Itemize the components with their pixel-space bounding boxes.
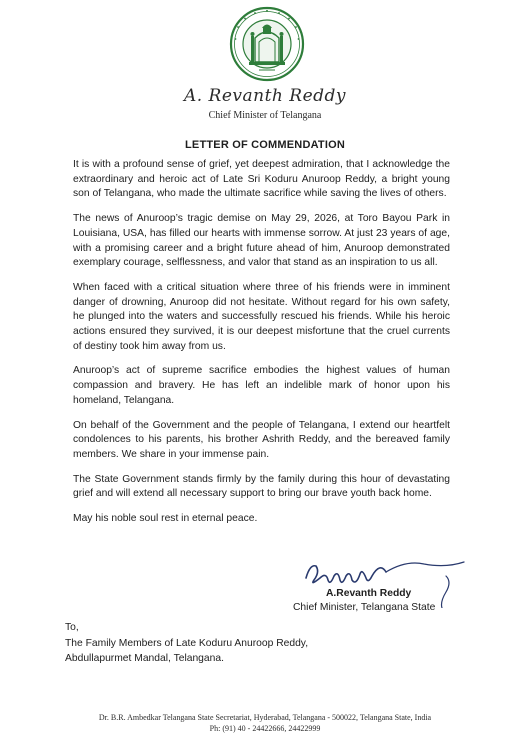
paragraph-6: The State Government stands firmly by the family during this hour of devastating grief and will extend all necessary support to bring our brave youth back home. (73, 473, 450, 500)
paragraph-5: On behalf of the Government and the people of Telangana, I extend our heartfelt condolences to his parents, his brother Ashrith Reddy, and the bereaved family members. We share in your immense pain. (73, 419, 450, 460)
signer-name: A.Revanth Reddy (326, 588, 412, 599)
paragraph-4: Anuroop’s act of supreme sacrifice embodies the highest values of human compassion and bravery. He has left an indelible mark of honor upon his homeland, Telangana. (73, 365, 450, 406)
letterhead (0, 6, 530, 126)
footer (0, 712, 530, 734)
letter-title: LETTER OF COMMENDATION (184, 139, 346, 151)
recipient-line-2: Abdullapurmet Mandal, Telangana. (65, 653, 224, 664)
letter-body (73, 158, 450, 537)
paragraph-2: The news of Anuroop’s tragic demise on May 29, 2026, at Toro Bayou Park in Louisiana, USA, has filled our hearts with immense sorrow. At just 23 years of age, with a promising career and a bright future ahead of him, Anuroop demonstrated exemplary courage, selflessness, and valor that stand as an inspiration to us all. (73, 213, 450, 269)
handwritten-signature (296, 558, 466, 608)
letterhead-name: A. Revanth Reddy (183, 86, 347, 106)
signature-block (286, 558, 466, 628)
signer-title: Chief Minister, Telangana State (293, 602, 436, 613)
footer-phone: Ph: (91) 40 - 24422666, 24422999 (209, 724, 321, 733)
recipient-block (65, 620, 308, 667)
paragraph-1: It is with a profound sense of grief, yet deepest admiration, that I acknowledge the extraordinary and heroic act of Late Sri Koduru Anuroop Reddy, a bright young son of Telangana, who made the ultimate sacrifice while saving the lives of others. (73, 159, 450, 200)
letterhead-designation: Chief Minister of Telangana (208, 110, 322, 121)
paragraph-7: May his noble soul rest in eternal peace. (73, 513, 258, 525)
recipient-salutation: To, (65, 622, 79, 633)
recipient-line-1: The Family Members of Late Koduru Anuroop Reddy, (65, 637, 309, 649)
footer-address: Dr. B.R. Ambedkar Telangana State Secretariat, Hyderabad, Telangana - 500022, Telangana State, India (98, 713, 432, 722)
paragraph-3: When faced with a critical situation where three of his friends were in imminent danger of drowning, Anuroop did not hesitate. Without regard for his own safety, he plunged into the waters and successfully rescued his friends. While his heroic actions ensured they survived, it is our deepest misfortune that the cruel currents of destiny took him away from us. (73, 281, 450, 352)
state-emblem-icon (229, 6, 305, 82)
